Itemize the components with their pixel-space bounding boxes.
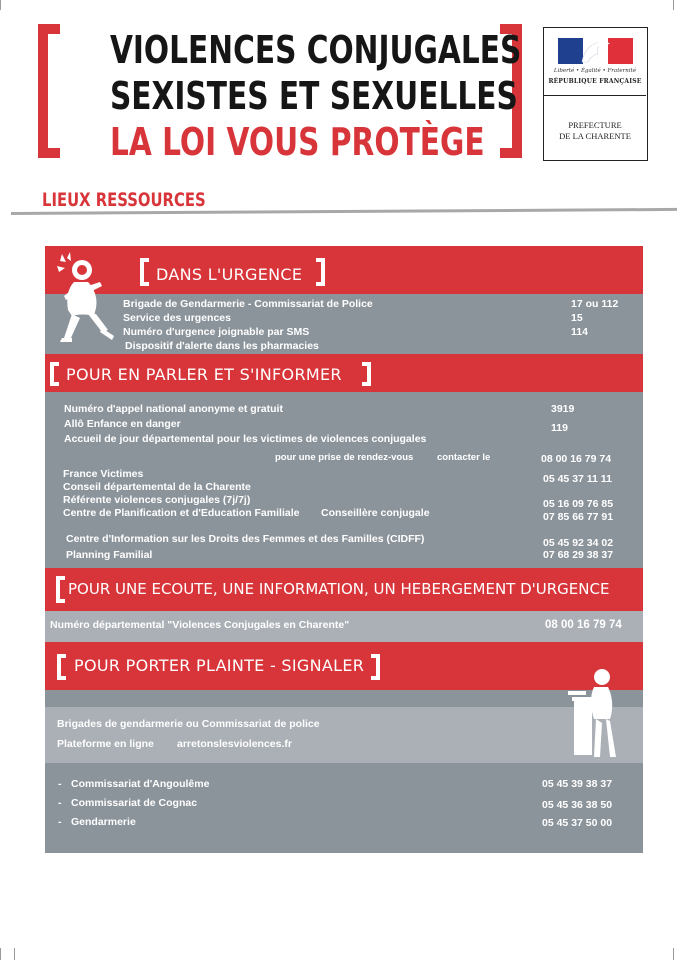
section-title-ecoute: POUR UNE ECOUTE, UNE INFORMATION, UN HEBERGEMENT D'URGENCE bbox=[68, 580, 610, 598]
informer-value-planning: 07 68 29 38 37 bbox=[543, 549, 614, 561]
informer-label-enfance: Allô Enfance en danger bbox=[64, 418, 181, 430]
lieux-ressources-title: LIEUX RESSOURCES bbox=[42, 189, 206, 211]
informer-value-rdv: 08 00 16 79 74 bbox=[541, 453, 612, 465]
header-title-line-3: LA LOI VOUS PROTÈGE bbox=[109, 120, 485, 164]
informer-label-rdv: pour une prise de rendez-vous bbox=[275, 452, 414, 463]
marianne-icon bbox=[574, 36, 614, 66]
header-title-line-2: SEXISTES ET SEXUELLES bbox=[109, 74, 518, 118]
crop-mark bbox=[14, 948, 15, 960]
plainte-contact-dash: - bbox=[58, 816, 62, 828]
urgence-row-label: Numéro d'urgence joignable par SMS bbox=[123, 326, 310, 338]
urgence-row-label: Dispositif d'alerte dans les pharmacies bbox=[125, 340, 319, 352]
plainte-contact-label: Commissariat d'Angoulême bbox=[71, 778, 210, 790]
bracket-left bbox=[57, 654, 66, 680]
crop-mark bbox=[673, 948, 674, 960]
plainte-contact-value: 05 45 36 38 50 bbox=[542, 799, 613, 811]
crop-mark bbox=[0, 948, 1, 960]
informer-label-conseil: Conseil départemental de la Charente bbox=[63, 481, 251, 493]
ecoute-label: Numéro départemental "Violences Conjugales en Charente" bbox=[50, 619, 350, 631]
republic-name: RÉPUBLIQUE FRANÇAISE bbox=[548, 78, 642, 85]
bracket-right bbox=[362, 362, 371, 386]
bracket-left bbox=[140, 258, 149, 286]
plainte-contact-label: Gendarmerie bbox=[71, 816, 136, 828]
informer-value-national: 3919 bbox=[551, 403, 575, 415]
informer-contact-rdv: contacter le bbox=[437, 452, 491, 463]
republic-motto: Liberté • Égalité • Fraternité bbox=[553, 68, 637, 74]
plainte-contact-dash: - bbox=[58, 797, 62, 809]
bracket-right bbox=[316, 258, 325, 286]
plainte-plateforme-url[interactable]: arretonslesviolences.fr bbox=[177, 738, 292, 750]
prefecture-name bbox=[544, 120, 646, 142]
informer-value-france-victimes: 05 45 37 11 11 bbox=[543, 473, 612, 485]
informer-label-planning: Planning Familial bbox=[66, 549, 153, 561]
prefecture-name-line-1: PREFECTURE bbox=[568, 120, 622, 130]
urgence-row-value: 17 ou 112 bbox=[571, 298, 619, 310]
person-at-desk-icon bbox=[566, 667, 634, 761]
alarm-person-icon bbox=[56, 252, 122, 352]
plainte-contact-dash: - bbox=[58, 778, 62, 790]
bracket-left bbox=[50, 362, 59, 386]
informer-extra-cpef: Conseillère conjugale bbox=[321, 507, 430, 519]
plainte-contact-value: 05 45 37 50 00 bbox=[542, 817, 613, 829]
informer-label-cidff: Centre d'Information sur les Droits des Femmes et des Familles (CIDFF) bbox=[66, 533, 425, 545]
urgence-row-value: 114 bbox=[571, 326, 588, 338]
informer-value-referente: 05 16 09 76 85 bbox=[543, 498, 614, 510]
republic-logo bbox=[544, 28, 646, 96]
bracket-right bbox=[371, 654, 380, 680]
urgence-header-band bbox=[45, 246, 643, 294]
informer-value-cidff: 05 45 92 34 02 bbox=[543, 537, 614, 549]
informer-value-cpef: 07 85 66 77 91 bbox=[543, 511, 614, 523]
informer-label-national: Numéro d'appel national anonyme et gratuit bbox=[64, 403, 283, 415]
plainte-brigades: Brigades de gendarmerie ou Commissariat de police bbox=[57, 718, 320, 730]
plainte-divider-band bbox=[45, 690, 643, 707]
plainte-plateforme-label: Plateforme en ligne bbox=[57, 738, 154, 750]
informer-label-cpef: Centre de Planification et d'Education Familiale bbox=[63, 507, 300, 519]
bracket-left bbox=[56, 576, 65, 603]
informer-label-france-victimes: France Victimes bbox=[63, 468, 144, 480]
ecoute-value: 08 00 16 79 74 bbox=[545, 619, 622, 631]
urgence-row-label: Service des urgences bbox=[123, 312, 231, 324]
plainte-online-band bbox=[45, 707, 643, 763]
urgence-row-label: Brigade de Gendarmerie - Commissariat de Police bbox=[123, 298, 373, 310]
informer-label-referente: Référente violences conjugales (7j/7j) bbox=[63, 494, 251, 506]
header-title-line-1: VIOLENCES CONJUGALES bbox=[109, 28, 522, 72]
crop-mark bbox=[0, 0, 1, 10]
informer-label-accueil: Accueil de jour départemental pour les victimes de violences conjugales bbox=[64, 433, 427, 445]
section-title-urgence: DANS L'URGENCE bbox=[156, 265, 303, 284]
section-title-informer: POUR EN PARLER ET S'INFORMER bbox=[66, 365, 342, 384]
prefecture-name-line-2: DE LA CHARENTE bbox=[559, 131, 631, 141]
prefecture-logo bbox=[543, 27, 648, 161]
section-title-plainte: POUR PORTER PLAINTE - SIGNALER bbox=[74, 656, 365, 675]
crop-mark bbox=[673, 0, 674, 10]
plainte-contact-value: 05 45 39 38 37 bbox=[542, 778, 613, 790]
informer-value-enfance: 119 bbox=[551, 422, 568, 434]
plainte-contact-label: Commissariat de Cognac bbox=[71, 797, 198, 809]
urgence-row-value: 15 bbox=[571, 312, 583, 324]
header-bracket-left bbox=[38, 24, 60, 158]
